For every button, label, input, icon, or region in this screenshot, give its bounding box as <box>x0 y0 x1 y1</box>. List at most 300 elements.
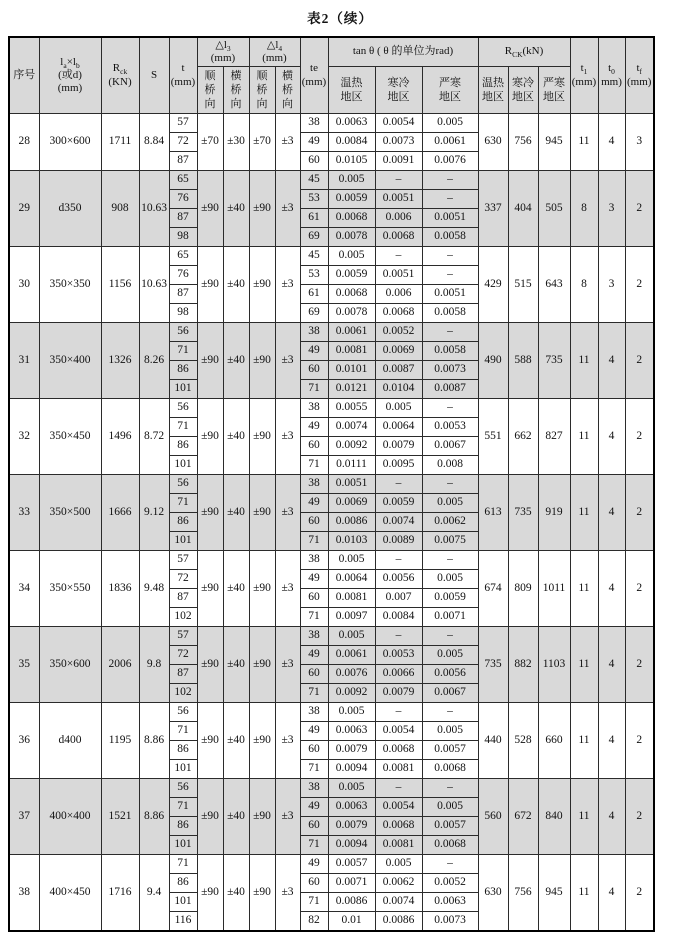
cell-t0: 4 <box>598 551 625 627</box>
cell-t0: 4 <box>598 627 625 703</box>
cell-t1: 8 <box>570 171 598 247</box>
cell-t: 101 <box>169 836 197 855</box>
header-te: te (mm) <box>300 37 328 114</box>
cell-t0: 4 <box>598 323 625 399</box>
table-row <box>9 247 654 266</box>
cell-dl4-transverse: ±3 <box>275 247 300 323</box>
cell-t: 72 <box>169 133 197 152</box>
cell-serial: 38 <box>9 855 39 932</box>
cell-t1: 11 <box>570 779 598 855</box>
cell-te: 69 <box>300 228 328 247</box>
cell-r-cold: 882 <box>508 627 538 703</box>
header-t: t (mm) <box>169 37 197 114</box>
cell-rck: 1521 <box>101 779 139 855</box>
cell-te: 49 <box>300 722 328 741</box>
cell-tan-warm: 0.0092 <box>328 437 375 456</box>
cell-tan-warm: 0.0092 <box>328 684 375 703</box>
cell-tan-cold: – <box>375 703 422 722</box>
cell-rck: 1716 <box>101 855 139 932</box>
cell-tan-severe: 0.008 <box>422 456 478 475</box>
cell-dimensions: 350×350 <box>39 247 101 323</box>
cell-dl3-transverse: ±40 <box>223 247 249 323</box>
cell-s: 9.4 <box>139 855 169 932</box>
cell-tf: 3 <box>625 114 654 171</box>
cell-te: 49 <box>300 570 328 589</box>
cell-r-cold: 515 <box>508 247 538 323</box>
cell-t: 86 <box>169 874 197 893</box>
cell-te: 38 <box>300 779 328 798</box>
cell-te: 82 <box>300 912 328 932</box>
cell-tan-warm: 0.0063 <box>328 722 375 741</box>
cell-serial: 30 <box>9 247 39 323</box>
cell-te: 71 <box>300 836 328 855</box>
cell-tan-cold: 0.0054 <box>375 722 422 741</box>
cell-r-cold: 756 <box>508 114 538 171</box>
cell-dl3-transverse: ±40 <box>223 475 249 551</box>
cell-te: 60 <box>300 874 328 893</box>
cell-dl4-transverse: ±3 <box>275 703 300 779</box>
cell-dl4-transverse: ±3 <box>275 475 300 551</box>
cell-tan-severe: 0.0063 <box>422 893 478 912</box>
cell-tan-severe: 0.0051 <box>422 209 478 228</box>
cell-tan-severe: 0.0073 <box>422 361 478 380</box>
cell-t0: 3 <box>598 171 625 247</box>
cell-tan-severe: 0.0058 <box>422 304 478 323</box>
cell-tan-warm: 0.005 <box>328 551 375 570</box>
cell-tan-severe: 0.0061 <box>422 133 478 152</box>
table-row <box>9 627 654 646</box>
cell-t: 56 <box>169 703 197 722</box>
cell-r-warm: 551 <box>478 399 508 475</box>
cell-tan-cold: 0.0079 <box>375 684 422 703</box>
cell-tf: 2 <box>625 551 654 627</box>
cell-tan-severe: 0.0071 <box>422 608 478 627</box>
cell-tan-severe: 0.005 <box>422 722 478 741</box>
table-row <box>9 171 654 190</box>
header-dl4-transverse: 横桥向 <box>275 67 300 114</box>
cell-serial: 33 <box>9 475 39 551</box>
cell-t: 76 <box>169 266 197 285</box>
cell-dl4-longitudinal: ±90 <box>249 171 275 247</box>
cell-tan-cold: 0.006 <box>375 285 422 304</box>
header-dl3-longitudinal: 顺桥向 <box>197 67 223 114</box>
cell-dl3-transverse: ±40 <box>223 627 249 703</box>
cell-tan-warm: 0.0064 <box>328 570 375 589</box>
cell-tan-severe: – <box>422 779 478 798</box>
cell-tf: 2 <box>625 171 654 247</box>
header-tf: $t_f$ (mm) <box>625 37 654 114</box>
cell-tan-cold: 0.005 <box>375 855 422 874</box>
cell-tan-severe: – <box>422 323 478 342</box>
cell-dl4-longitudinal: ±90 <box>249 399 275 475</box>
cell-dl4-transverse: ±3 <box>275 779 300 855</box>
cell-tan-warm: 0.0051 <box>328 475 375 494</box>
header-tan-warm-zone: 温热地区 <box>328 67 375 114</box>
table-row <box>9 779 654 798</box>
cell-dl3-longitudinal: ±90 <box>197 171 223 247</box>
cell-serial: 34 <box>9 551 39 627</box>
cell-dl4-transverse: ±3 <box>275 399 300 475</box>
cell-dl3-transverse: ±40 <box>223 323 249 399</box>
cell-r-warm: 560 <box>478 779 508 855</box>
cell-tan-warm: 0.0094 <box>328 760 375 779</box>
cell-tan-severe: 0.005 <box>422 798 478 817</box>
cell-tan-warm: 0.0071 <box>328 874 375 893</box>
cell-te: 38 <box>300 323 328 342</box>
cell-tan-cold: 0.005 <box>375 399 422 418</box>
cell-t: 71 <box>169 855 197 874</box>
cell-tan-severe: – <box>422 266 478 285</box>
cell-t: 116 <box>169 912 197 932</box>
cell-tf: 2 <box>625 399 654 475</box>
table-body <box>9 114 654 932</box>
cell-te: 60 <box>300 513 328 532</box>
header-delta-l4: $\triangle l_4$ (mm) <box>249 37 300 67</box>
cell-dl3-longitudinal: ±90 <box>197 247 223 323</box>
cell-dimensions: d400 <box>39 703 101 779</box>
cell-t: 71 <box>169 722 197 741</box>
cell-serial: 29 <box>9 171 39 247</box>
cell-tan-cold: 0.006 <box>375 209 422 228</box>
cell-tan-severe: – <box>422 627 478 646</box>
cell-dl4-longitudinal: ±90 <box>249 627 275 703</box>
cell-tan-cold: 0.0074 <box>375 513 422 532</box>
cell-dl4-longitudinal: ±90 <box>249 247 275 323</box>
cell-serial: 31 <box>9 323 39 399</box>
cell-serial: 36 <box>9 703 39 779</box>
cell-tan-warm: 0.0078 <box>328 304 375 323</box>
cell-rck: 1496 <box>101 399 139 475</box>
cell-tan-cold: 0.0081 <box>375 836 422 855</box>
cell-tan-severe: – <box>422 551 478 570</box>
cell-tan-warm: 0.005 <box>328 627 375 646</box>
cell-dl3-transverse: ±40 <box>223 779 249 855</box>
cell-r-warm: 630 <box>478 114 508 171</box>
cell-te: 60 <box>300 741 328 760</box>
cell-t: 76 <box>169 190 197 209</box>
cell-s: 9.48 <box>139 551 169 627</box>
cell-tan-warm: 0.0086 <box>328 513 375 532</box>
cell-tf: 2 <box>625 627 654 703</box>
cell-te: 53 <box>300 266 328 285</box>
cell-tan-severe: – <box>422 475 478 494</box>
cell-s: 9.8 <box>139 627 169 703</box>
cell-dl4-transverse: ±3 <box>275 323 300 399</box>
cell-dimensions: 400×450 <box>39 855 101 932</box>
cell-r-cold: 528 <box>508 703 538 779</box>
cell-te: 60 <box>300 589 328 608</box>
cell-dl4-longitudinal: ±90 <box>249 551 275 627</box>
cell-dl4-longitudinal: ±90 <box>249 779 275 855</box>
header-dimensions: $l_a\times l_b$ (或d) (mm) <box>39 37 101 114</box>
cell-t0: 3 <box>598 247 625 323</box>
cell-tan-warm: 0.0074 <box>328 418 375 437</box>
header-rck: $R_{ck}$ (KN) <box>101 37 139 114</box>
cell-tan-warm: 0.0094 <box>328 836 375 855</box>
cell-dl3-longitudinal: ±90 <box>197 627 223 703</box>
cell-tan-cold: 0.0052 <box>375 323 422 342</box>
cell-tan-cold: – <box>375 247 422 266</box>
cell-tan-severe: 0.0059 <box>422 589 478 608</box>
cell-te: 45 <box>300 247 328 266</box>
header-t1: $t_1$ (mm) <box>570 37 598 114</box>
cell-r-severe: 643 <box>538 247 570 323</box>
cell-dl3-longitudinal: ±90 <box>197 323 223 399</box>
cell-tan-warm: 0.0068 <box>328 209 375 228</box>
cell-dimensions: 400×400 <box>39 779 101 855</box>
cell-te: 49 <box>300 342 328 361</box>
cell-t: 71 <box>169 494 197 513</box>
cell-r-severe: 735 <box>538 323 570 399</box>
cell-rck: 1195 <box>101 703 139 779</box>
cell-te: 49 <box>300 646 328 665</box>
cell-t: 101 <box>169 760 197 779</box>
cell-tan-warm: 0.0079 <box>328 741 375 760</box>
cell-tan-warm: 0.0101 <box>328 361 375 380</box>
cell-tan-cold: 0.0068 <box>375 817 422 836</box>
cell-dl4-longitudinal: ±90 <box>249 323 275 399</box>
cell-te: 38 <box>300 703 328 722</box>
cell-dl4-longitudinal: ±90 <box>249 855 275 932</box>
header-delta-l3: $\triangle l_3$ (mm) <box>197 37 249 67</box>
cell-tan-severe: 0.0057 <box>422 817 478 836</box>
header-tan-theta: tan θ ( θ 的单位为rad) <box>328 37 478 67</box>
cell-te: 60 <box>300 152 328 171</box>
cell-tan-severe: 0.0058 <box>422 228 478 247</box>
cell-te: 49 <box>300 798 328 817</box>
cell-tan-severe: 0.0075 <box>422 532 478 551</box>
cell-te: 38 <box>300 114 328 133</box>
cell-t1: 11 <box>570 703 598 779</box>
cell-tan-cold: 0.0064 <box>375 418 422 437</box>
cell-tan-cold: 0.0079 <box>375 437 422 456</box>
cell-r-severe: 945 <box>538 855 570 932</box>
cell-tf: 2 <box>625 323 654 399</box>
cell-dl3-transverse: ±40 <box>223 703 249 779</box>
cell-dl3-transverse: ±40 <box>223 171 249 247</box>
cell-te: 71 <box>300 456 328 475</box>
table-row <box>9 551 654 570</box>
cell-tan-warm: 0.0121 <box>328 380 375 399</box>
cell-tan-severe: 0.0073 <box>422 912 478 932</box>
header-s: S <box>139 37 169 114</box>
cell-dimensions: 350×600 <box>39 627 101 703</box>
cell-tan-severe: 0.005 <box>422 646 478 665</box>
cell-dl3-transverse: ±40 <box>223 855 249 932</box>
cell-s: 8.86 <box>139 779 169 855</box>
cell-tan-severe: 0.0076 <box>422 152 478 171</box>
cell-s: 9.12 <box>139 475 169 551</box>
cell-r-cold: 756 <box>508 855 538 932</box>
cell-tan-severe: 0.0068 <box>422 836 478 855</box>
cell-tf: 2 <box>625 855 654 932</box>
cell-tf: 2 <box>625 475 654 551</box>
cell-tan-cold: – <box>375 551 422 570</box>
cell-tan-severe: – <box>422 190 478 209</box>
cell-rck: 908 <box>101 171 139 247</box>
cell-te: 49 <box>300 855 328 874</box>
cell-r-cold: 809 <box>508 551 538 627</box>
cell-t: 86 <box>169 513 197 532</box>
cell-t0: 4 <box>598 779 625 855</box>
cell-r-cold: 662 <box>508 399 538 475</box>
cell-tan-cold: 0.0069 <box>375 342 422 361</box>
cell-t1: 11 <box>570 551 598 627</box>
cell-tan-warm: 0.0111 <box>328 456 375 475</box>
cell-tan-cold: – <box>375 627 422 646</box>
cell-tan-severe: 0.005 <box>422 494 478 513</box>
cell-tan-warm: 0.0081 <box>328 342 375 361</box>
cell-te: 71 <box>300 760 328 779</box>
cell-dimensions: d350 <box>39 171 101 247</box>
cell-tan-warm: 0.0061 <box>328 323 375 342</box>
header-dl3-transverse: 横桥向 <box>223 67 249 114</box>
cell-rck: 1836 <box>101 551 139 627</box>
cell-rck: 1326 <box>101 323 139 399</box>
cell-tan-cold: 0.0068 <box>375 228 422 247</box>
cell-dl3-longitudinal: ±70 <box>197 114 223 171</box>
cell-r-cold: 735 <box>508 475 538 551</box>
cell-tan-warm: 0.0078 <box>328 228 375 247</box>
cell-tan-warm: 0.0084 <box>328 133 375 152</box>
cell-s: 8.26 <box>139 323 169 399</box>
cell-tan-cold: 0.0054 <box>375 798 422 817</box>
cell-rck: 1711 <box>101 114 139 171</box>
cell-t: 86 <box>169 437 197 456</box>
cell-tan-warm: 0.005 <box>328 703 375 722</box>
cell-te: 49 <box>300 418 328 437</box>
cell-rck: 2006 <box>101 627 139 703</box>
cell-t: 87 <box>169 152 197 171</box>
cell-dimensions: 350×400 <box>39 323 101 399</box>
header-r-severe-zone: 严寒地区 <box>538 67 570 114</box>
cell-r-severe: 660 <box>538 703 570 779</box>
cell-serial: 35 <box>9 627 39 703</box>
cell-t: 98 <box>169 228 197 247</box>
cell-t: 102 <box>169 684 197 703</box>
cell-t: 86 <box>169 741 197 760</box>
cell-te: 69 <box>300 304 328 323</box>
cell-tan-cold: 0.0081 <box>375 760 422 779</box>
cell-te: 61 <box>300 209 328 228</box>
cell-tan-warm: 0.0059 <box>328 190 375 209</box>
cell-tan-cold: 0.0051 <box>375 266 422 285</box>
cell-s: 8.72 <box>139 399 169 475</box>
cell-t0: 4 <box>598 475 625 551</box>
cell-t0: 4 <box>598 855 625 932</box>
cell-r-cold: 672 <box>508 779 538 855</box>
cell-r-warm: 630 <box>478 855 508 932</box>
cell-t: 57 <box>169 627 197 646</box>
cell-tan-warm: 0.005 <box>328 779 375 798</box>
cell-dl4-transverse: ±3 <box>275 855 300 932</box>
cell-t: 102 <box>169 608 197 627</box>
cell-te: 38 <box>300 475 328 494</box>
table-row <box>9 855 654 874</box>
cell-s: 10.63 <box>139 171 169 247</box>
cell-tan-warm: 0.0081 <box>328 589 375 608</box>
cell-serial: 37 <box>9 779 39 855</box>
cell-t: 87 <box>169 209 197 228</box>
cell-tan-cold: – <box>375 779 422 798</box>
cell-tan-warm: 0.0103 <box>328 532 375 551</box>
header-serial: 序号 <box>9 37 39 114</box>
cell-tan-cold: – <box>375 171 422 190</box>
cell-r-severe: 840 <box>538 779 570 855</box>
cell-dl3-transverse: ±30 <box>223 114 249 171</box>
cell-tan-severe: – <box>422 855 478 874</box>
cell-tan-severe: – <box>422 171 478 190</box>
cell-tan-severe: 0.0058 <box>422 342 478 361</box>
cell-t: 87 <box>169 285 197 304</box>
cell-t: 72 <box>169 570 197 589</box>
cell-te: 60 <box>300 437 328 456</box>
header-tan-severe-zone: 严寒地区 <box>422 67 478 114</box>
cell-t: 72 <box>169 646 197 665</box>
cell-t: 101 <box>169 532 197 551</box>
cell-t: 98 <box>169 304 197 323</box>
cell-t1: 11 <box>570 399 598 475</box>
cell-t: 71 <box>169 418 197 437</box>
cell-t: 56 <box>169 475 197 494</box>
header-r-cold-zone: 寒冷地区 <box>508 67 538 114</box>
cell-tan-severe: 0.005 <box>422 570 478 589</box>
table-header <box>9 37 654 114</box>
cell-tan-cold: 0.0104 <box>375 380 422 399</box>
cell-serial: 28 <box>9 114 39 171</box>
cell-r-warm: 490 <box>478 323 508 399</box>
cell-tan-warm: 0.0061 <box>328 646 375 665</box>
cell-tan-severe: – <box>422 247 478 266</box>
cell-t: 71 <box>169 342 197 361</box>
cell-t1: 11 <box>570 627 598 703</box>
cell-te: 49 <box>300 133 328 152</box>
cell-dl4-transverse: ±3 <box>275 114 300 171</box>
cell-dl4-longitudinal: ±70 <box>249 114 275 171</box>
cell-r-warm: 440 <box>478 703 508 779</box>
cell-tan-severe: 0.0087 <box>422 380 478 399</box>
cell-tan-cold: 0.0073 <box>375 133 422 152</box>
cell-te: 38 <box>300 627 328 646</box>
cell-dl3-longitudinal: ±90 <box>197 475 223 551</box>
table-row <box>9 399 654 418</box>
cell-r-cold: 404 <box>508 171 538 247</box>
cell-s: 10.63 <box>139 247 169 323</box>
cell-r-warm: 674 <box>478 551 508 627</box>
table-title: 表2（续） <box>307 11 373 26</box>
cell-tf: 2 <box>625 703 654 779</box>
cell-dl4-longitudinal: ±90 <box>249 703 275 779</box>
cell-t: 101 <box>169 380 197 399</box>
cell-tan-warm: 0.0063 <box>328 798 375 817</box>
cell-r-severe: 945 <box>538 114 570 171</box>
cell-t: 56 <box>169 323 197 342</box>
cell-r-severe: 1011 <box>538 551 570 627</box>
header-dl4-longitudinal: 顺桥向 <box>249 67 275 114</box>
cell-r-cold: 588 <box>508 323 538 399</box>
cell-dl3-longitudinal: ±90 <box>197 703 223 779</box>
table-row <box>9 703 654 722</box>
cell-tan-cold: 0.0086 <box>375 912 422 932</box>
cell-t: 101 <box>169 893 197 912</box>
cell-dimensions: 350×500 <box>39 475 101 551</box>
cell-tan-warm: 0.005 <box>328 247 375 266</box>
cell-t0: 4 <box>598 703 625 779</box>
cell-r-severe: 1103 <box>538 627 570 703</box>
cell-tan-severe: 0.0068 <box>422 760 478 779</box>
cell-dl4-transverse: ±3 <box>275 551 300 627</box>
cell-tan-severe: 0.0067 <box>422 684 478 703</box>
